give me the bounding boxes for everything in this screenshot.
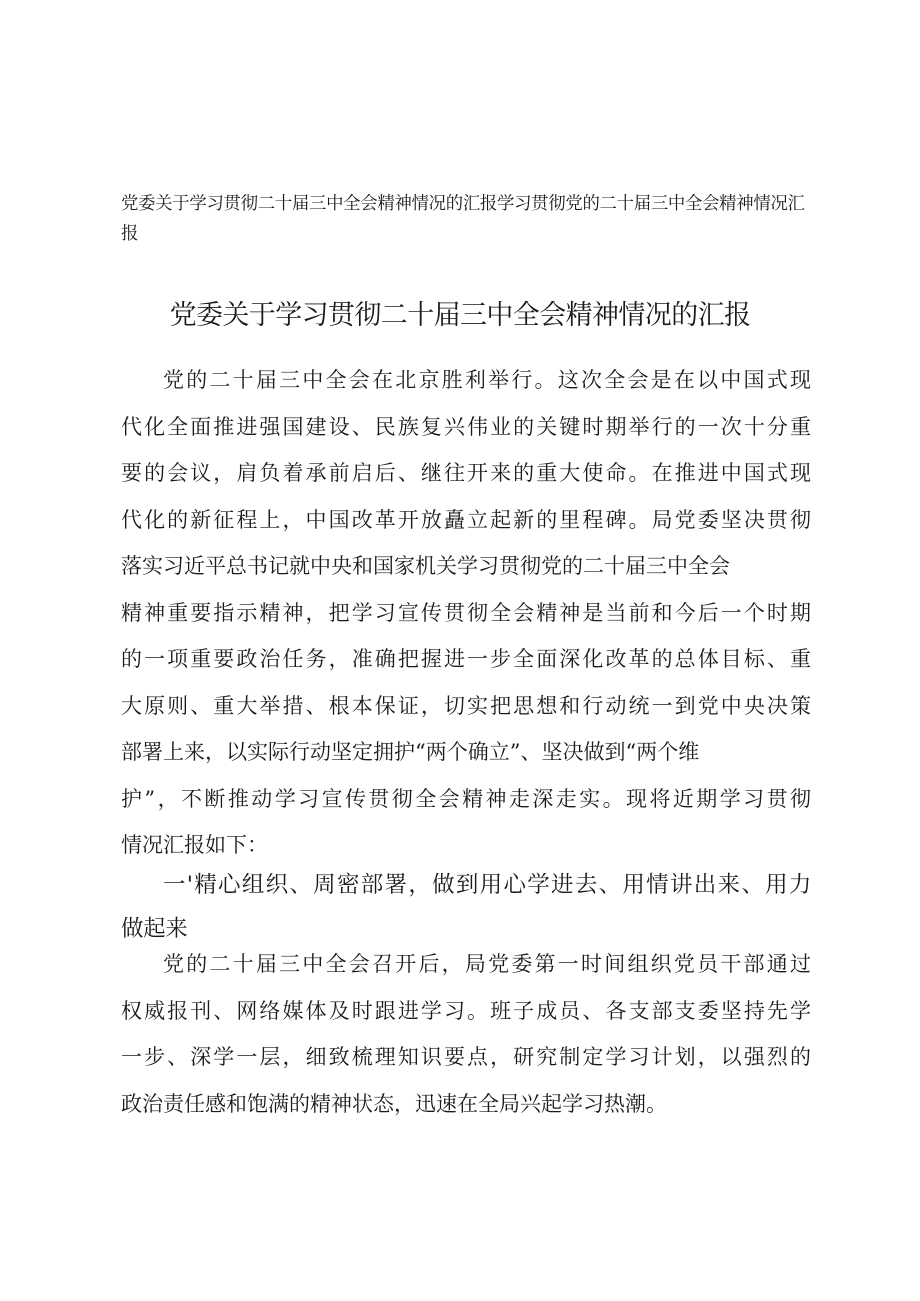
paragraph-line: 党的二十届三中全会在北京胜利举行。这次全会是在以中国式现: [163, 368, 811, 392]
paragraph-line: 落实习近平总书记就中央和国家机关学习贯彻党的二十届三中全会: [121, 554, 730, 578]
paragraph-line: 大原则、重大举措、根本保证，切实把思想和行动统一到党中央决策: [121, 693, 811, 718]
section-one-paragraph: [121, 941, 811, 1127]
paragraph-line: 的一项重要政治任务，准确把握进一步全面深化改革的总体目标、重: [121, 647, 811, 671]
section-one-heading: [121, 863, 811, 951]
intro-paragraph: [121, 357, 811, 869]
paragraph-line: 权威报刊、网络媒体及时跟进学习。班子成员、各支部支委坚持先学: [121, 998, 811, 1023]
paragraph-line: 精神重要指示精神，把学习宣传贯彻全会精神是当前和今后一个时期: [121, 600, 811, 625]
paragraph-line: 情况汇报如下：: [121, 833, 268, 857]
main-title: 党委关于学习贯彻二十届三中全会精神情况的汇报: [169, 300, 751, 331]
heading-line: 做起来: [121, 916, 188, 942]
paragraph-line: 要的会议，肩负着承前启后、继往开来的重大使命。在推进中国式现: [121, 461, 811, 485]
heading-line: 一'精心组织、周密部署，做到用心学进去、用情讲出来、用力: [163, 872, 811, 898]
document-header-title: 党委关于学习贯彻二十届三中全会精神情况的汇报学习贯彻党的二十届三中全会精神情况汇报: [121, 194, 805, 244]
paragraph-line: 代化全面推进强国建设、民族复兴伟业的关键时期举行的一次十分重: [121, 414, 811, 439]
paragraph-line: 一步、深学一层，细致梳理知识要点，研究制定学习计划，以强烈的: [121, 1045, 811, 1069]
paragraph-line: 政治责任感和饱满的精神状态，迅速在全局兴起学习热潮。: [121, 1091, 667, 1116]
paragraph-line: 护”，不断推动学习宣传贯彻全会精神走深走实。现将近期学习贯彻: [121, 786, 811, 811]
paragraph-line: 党的二十届三中全会召开后，局党委第一时间组织党员干部通过: [163, 952, 811, 976]
paragraph-line: 代化的新征程上，中国改革开放矗立起新的里程碑。局党委坚决贯彻: [121, 507, 811, 532]
paragraph-line: 部署上来，以实际行动坚定拥护“两个确立”、坚决做到“两个维: [121, 740, 700, 764]
